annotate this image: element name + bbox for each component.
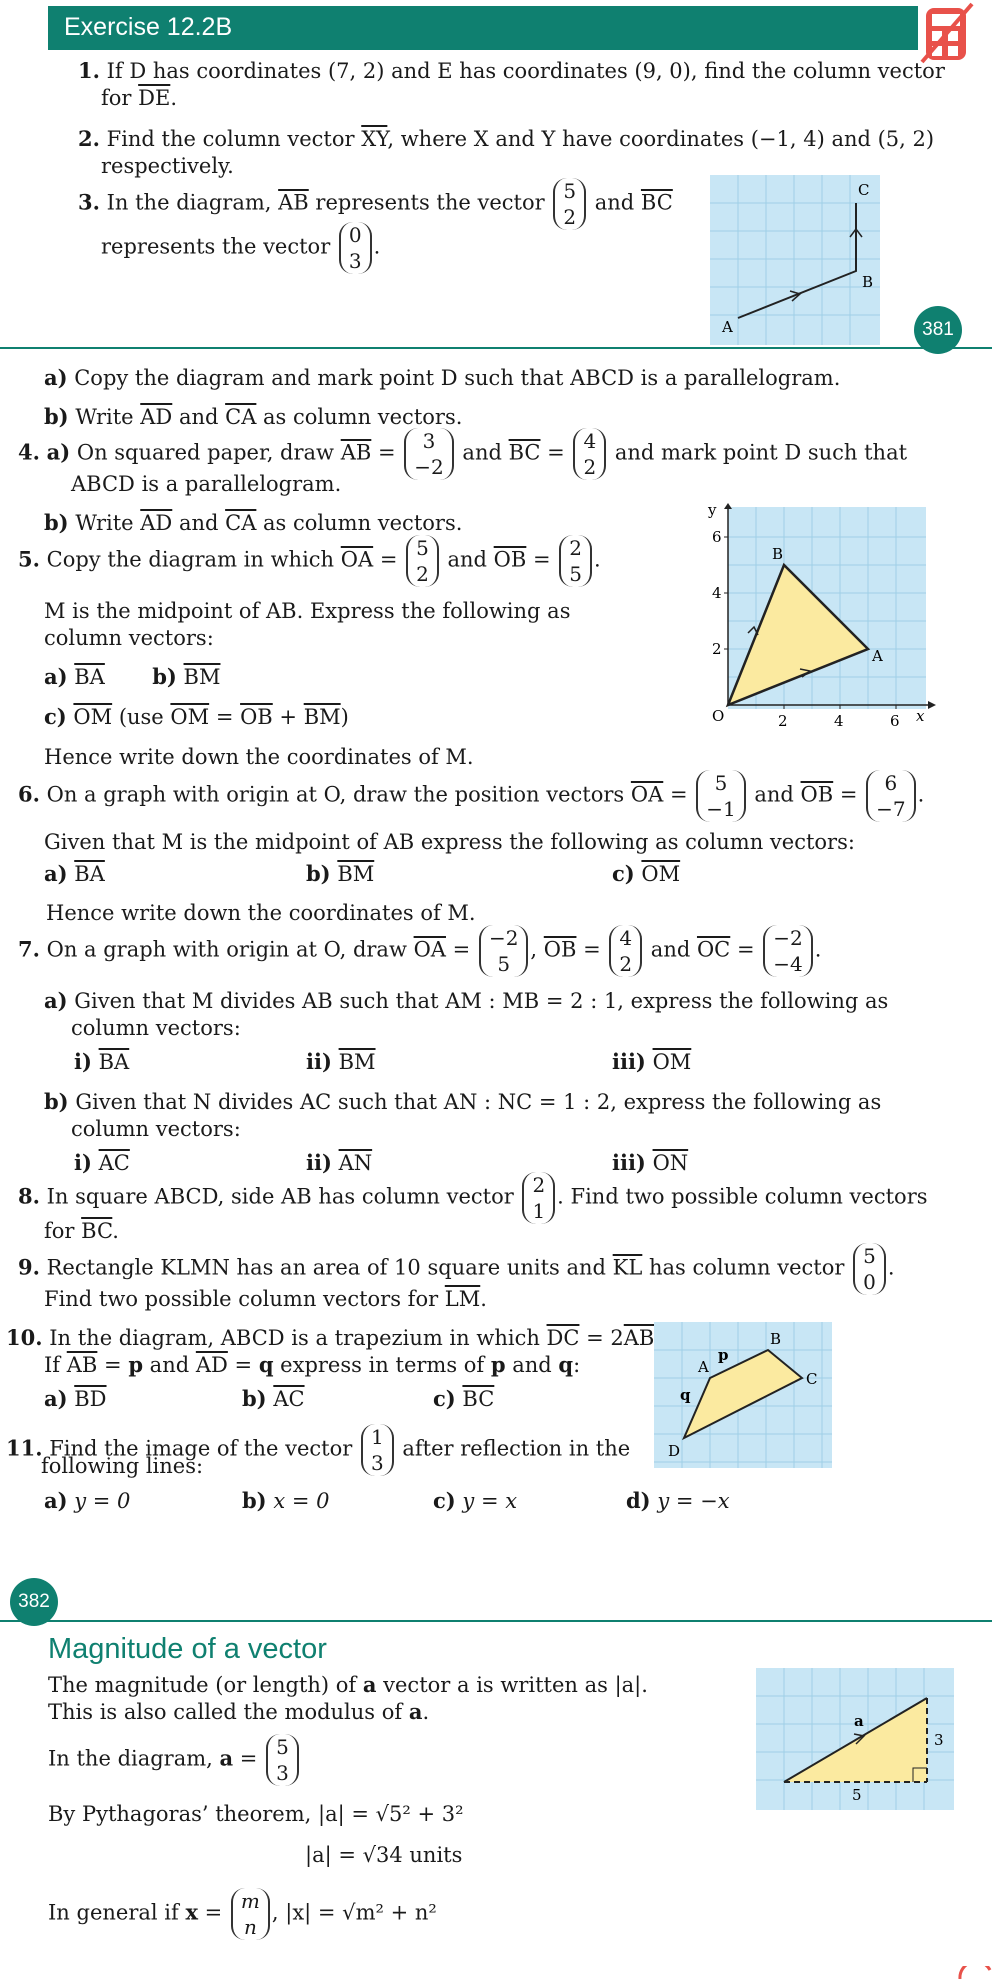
column-vector: 4 2 xyxy=(573,428,606,480)
question-number: 1. xyxy=(78,58,100,83)
question-7: 7. On a graph with origin at O, draw $\overline{OA} = -2$ 5, $\overline{OB} = 4$ 2 and $\overline{OC} = -2$ −4. xyxy=(18,926,822,976)
column-vector: 2 1 xyxy=(522,1172,555,1224)
question-7b-ii: ii) $\overline{AN}$ xyxy=(306,1150,373,1175)
column-vector: 1 3 xyxy=(361,1424,394,1476)
column-vector: 5 2 xyxy=(406,535,439,587)
question-5-line2: M is the midpoint of AB. Express the following as xyxy=(44,599,571,623)
question-3-line2: represents the vector 0 3. xyxy=(101,223,381,273)
vector-a-label: a xyxy=(854,1712,864,1730)
question-7a-iii: iii) $\overline{OM}$ xyxy=(612,1049,692,1074)
y-tick-6: 6 xyxy=(712,528,722,546)
magnitude-line5: |a| = √34 units xyxy=(305,1843,463,1867)
question-11c: c) y = x xyxy=(433,1488,518,1513)
question-11b: b) x = 0 xyxy=(242,1488,330,1513)
question-2-line2: respectively. xyxy=(101,154,234,178)
question-8-line2: for $\overline{BC}$. xyxy=(44,1219,119,1243)
column-vector: 5 −1 xyxy=(696,770,745,822)
y-axis-label: y xyxy=(708,503,717,519)
question-11d: d) y = −x xyxy=(626,1488,730,1513)
question-5-hence: Hence write down the coordinates of M. xyxy=(44,745,474,769)
question-3: 3. In the diagram, $\overline{AB}$ represents the vector 5 2 and $\overline{BC}$ xyxy=(78,179,673,229)
page-divider xyxy=(0,1620,992,1622)
question-10b: b) $\overline{AC}$ xyxy=(242,1386,305,1411)
q3-diagram xyxy=(710,175,882,345)
question-7b: b) Given that N divides AC such that AN : NC = 1 : 2, express the following as xyxy=(44,1089,882,1114)
section-title: Magnitude of a vector xyxy=(48,1633,327,1665)
exercise-title: Exercise 12.2B xyxy=(64,13,233,41)
y-tick-4: 4 xyxy=(712,584,722,602)
question-5c: c) $\overline{OM}$ (use $\overline{OM} = \overline{OB} + \overline{BM}$) xyxy=(44,704,349,729)
question-6a: a) $\overline{BA}$ xyxy=(44,861,105,886)
question-6-line2: Given that M is the midpoint of AB express the following as column vectors: xyxy=(44,830,855,854)
question-10a: a) $\overline{BD}$ xyxy=(44,1386,107,1411)
magnitude-diagram xyxy=(756,1668,956,1812)
magnitude-line3: In the diagram, a = 5 3 xyxy=(48,1734,301,1786)
vector-xy: $\overline{XY}$ xyxy=(361,127,388,151)
question-6b: b) $\overline{BM}$ xyxy=(306,861,375,886)
question-3a: a) Copy the diagram and mark point D such that ABCD is a parallelogram. xyxy=(44,365,841,390)
magnitude-line1: The magnitude (or length) of a vector a is written as |a|. xyxy=(48,1672,648,1697)
question-8: 8. In square ABCD, side AB has column vector 2 1. Find two possible column vectors xyxy=(18,1173,928,1223)
question-1 xyxy=(78,58,945,84)
column-vector: 5 2 xyxy=(553,178,586,230)
x-axis-label: x xyxy=(916,707,925,725)
column-vector: 5 0 xyxy=(853,1243,886,1295)
question-7b-line2: column vectors: xyxy=(71,1117,241,1141)
question-5-line3: column vectors: xyxy=(44,626,214,650)
point-b-label: B xyxy=(770,1330,782,1348)
vector-q-label: q xyxy=(680,1386,691,1404)
question-2: 2. Find the column vector $\overline{XY}$, where X and Y have coordinates (−1, 4) and (5, 2) xyxy=(78,126,935,151)
vector-de: $\overline{DE}$ xyxy=(138,86,171,110)
question-9: 9. Rectangle KLMN has an area of 10 square units and $\overline{KL}$ has column vector 5 0. xyxy=(18,1244,895,1294)
corner-icon xyxy=(956,1966,992,1979)
q5-diagram xyxy=(700,503,940,731)
magnitude-line6: In general if x = m n, |x| = √m² + n² xyxy=(48,1889,437,1939)
question-5ab: a) $\overline{BA}$ b) $\overline{BM}$ xyxy=(44,664,221,689)
x-tick-2: 2 xyxy=(778,712,788,730)
point-d-label: D xyxy=(668,1442,681,1460)
page-number: 382 xyxy=(10,1578,58,1626)
question-10: 10. In the diagram, ABCD is a trapezium in which $\overline{DC} = 2\overline{AB}$ xyxy=(6,1325,655,1350)
question-6c: c) $\overline{OM}$ xyxy=(612,861,681,886)
magnitude-line4: By Pythagoras’ theorem, |a| = √5² + 3² xyxy=(48,1802,464,1826)
point-a-label: A xyxy=(722,318,733,336)
page-number: 381 xyxy=(914,306,962,354)
question-4: 4. a) On squared paper, draw $\overline{AB} = 3$ −2 and $\overline{BC} = 4$ 2 and mark point D such that xyxy=(18,429,908,479)
question-6-hence: Hence write down the coordinates of M. xyxy=(46,901,476,925)
point-a-label: A xyxy=(872,647,883,665)
question-text: If D has coordinates (7, 2) and E has coordinates (9, 0), find the column vector xyxy=(106,59,945,83)
column-vector: 3 −2 xyxy=(404,428,453,480)
question-7a-ii: ii) $\overline{BM}$ xyxy=(306,1049,376,1074)
column-vector: 0 3 xyxy=(339,222,372,274)
question-9-line2: Find two possible column vectors for $\overline{LM}$. xyxy=(44,1287,487,1311)
column-vector: 2 5 xyxy=(559,535,592,587)
point-b-label: B xyxy=(862,273,874,291)
question-7a: a) Given that M divides AB such that AM : MB = 2 : 1, express the following as xyxy=(44,988,889,1013)
vector-p-label: p xyxy=(718,1346,729,1364)
point-b-label: B xyxy=(772,545,784,563)
question-3b: b) Write $\overline{AD}$ and $\overline{CA}$ as column vectors. xyxy=(44,404,463,429)
point-c-label: C xyxy=(806,1370,818,1388)
question-11: 11. Find the image of the vector 1 3 after reflection in the xyxy=(6,1425,631,1475)
column-vector: 5 3 xyxy=(266,1734,299,1786)
question-4b: b) Write $\overline{AD}$ and $\overline{CA}$ as column vectors. xyxy=(44,510,463,535)
column-vector: m n xyxy=(231,1888,270,1940)
horizontal-length-label: 5 xyxy=(852,1786,862,1804)
question-7a-line2: column vectors: xyxy=(71,1016,241,1040)
question-11a: a) y = 0 xyxy=(44,1488,131,1513)
question-7b-i: i) $\overline{AC}$ xyxy=(74,1150,130,1175)
column-vector: 6 −7 xyxy=(866,770,915,822)
point-c-label: C xyxy=(858,181,870,199)
y-tick-2: 2 xyxy=(712,640,722,658)
question-1-line2: for $\overline{DE}$. xyxy=(101,86,177,110)
question-7a-i: i) $\overline{BA}$ xyxy=(74,1049,130,1074)
point-a-label: A xyxy=(698,1358,709,1376)
column-vector: 4 2 xyxy=(609,925,642,977)
question-5: 5. Copy the diagram in which $\overline{OA} = 5$ 2 and $\overline{OB} = 2$ 5. xyxy=(18,536,601,586)
x-tick-4: 4 xyxy=(834,712,844,730)
question-4-line2: ABCD is a parallelogram. xyxy=(71,472,342,496)
q10-diagram xyxy=(654,1322,832,1470)
magnitude-line2: This is also called the modulus of a. xyxy=(48,1699,430,1724)
page-divider xyxy=(0,347,992,349)
question-11-line2: following lines: xyxy=(41,1454,204,1478)
question-7b-iii: iii) $\overline{ON}$ xyxy=(612,1150,689,1175)
vertical-length-label: 3 xyxy=(934,1731,944,1749)
column-vector: −2 −4 xyxy=(763,925,812,977)
question-10c: c) $\overline{BC}$ xyxy=(433,1386,495,1411)
no-calculator-icon xyxy=(918,0,976,66)
question-6: 6. On a graph with origin at O, draw the position vectors $\overline{OA} = 5$ −1 and $\overline{OB} = 6$ −7. xyxy=(18,771,925,821)
column-vector: −2 5 xyxy=(479,925,528,977)
origin-label: O xyxy=(712,707,725,725)
x-tick-6: 6 xyxy=(890,712,900,730)
question-10-line2: If $\overline{AB} = p$ and $\overline{AD} = q$ express in terms of p and q: xyxy=(44,1352,581,1377)
